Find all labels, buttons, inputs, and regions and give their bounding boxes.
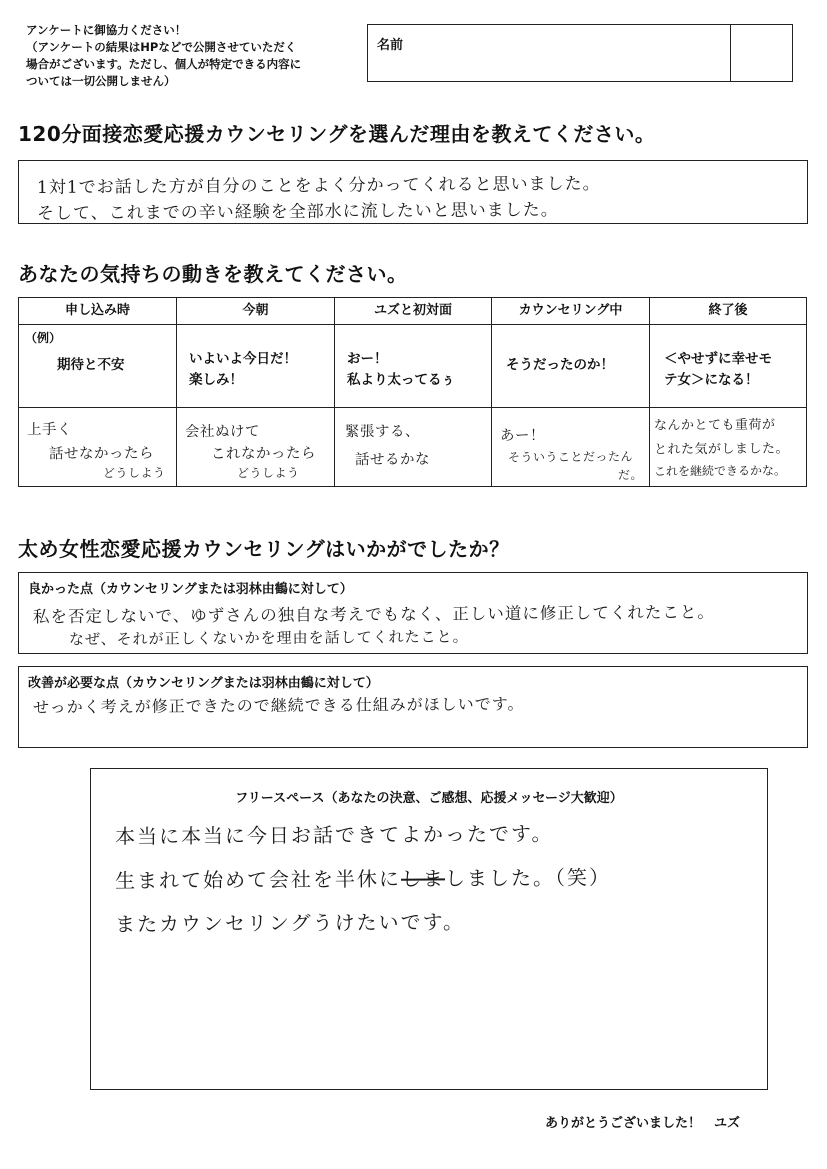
answer-text: 上手く <box>26 421 73 439</box>
improvement-label: 改善が必要な点（カウンセリングまたは羽林由鶴に対して） <box>28 676 379 691</box>
answer-text: あー！ <box>499 427 546 445</box>
answer-text: 話せるかな <box>354 451 431 469</box>
free-space-title: フリースペース（あなたの決意、ご感想、応援メッセージ大歓迎） <box>235 791 623 806</box>
q1-title: 120分面接恋愛応援カウンセリングを選んだ理由を教えてください。 <box>18 122 656 146</box>
answer-cell[interactable] <box>650 408 807 487</box>
free-space-line: 本当に本当に今日お話できてよかったです。 <box>114 821 554 849</box>
example-cell <box>19 325 177 408</box>
answer-text: だ。 <box>617 467 644 483</box>
name-label: 名前 <box>377 38 404 53</box>
name-field[interactable] <box>367 24 793 82</box>
example-text: ＜やせずに幸せモ <box>664 351 772 367</box>
good-points-answer: 私を否定しないで、ゆずさんの独自な考えでもなく、正しい道に修正してくれたこと。 <box>32 602 715 627</box>
good-points-label: 良かった点（カウンセリングまたは羽林由鶴に対して） <box>28 582 353 597</box>
example-cell <box>492 325 650 408</box>
example-row <box>19 325 807 408</box>
answer-text: これなかったら <box>210 445 317 463</box>
table-header-row <box>19 298 807 325</box>
example-text: 私より太ってるぅ <box>347 372 455 388</box>
free-space-text: しました。（笑） <box>444 865 612 891</box>
answer-text: 会社ぬけて <box>184 423 261 441</box>
example-text: いよいよ今日だ！ <box>189 351 297 367</box>
improvement-answer: せっかく考えが修正できたので継続できる仕組みがほしいです。 <box>32 694 525 717</box>
example-text: 楽しみ！ <box>189 372 243 388</box>
column-header: 申し込み時 <box>19 298 177 325</box>
example-text: 期待と不安 <box>57 357 125 373</box>
notice-line: アンケートに御協力ください！ <box>26 23 187 37</box>
free-space-line <box>115 861 611 893</box>
example-cell <box>650 325 807 408</box>
good-points-box[interactable] <box>18 572 808 654</box>
column-header: カウンセリング中 <box>492 298 650 325</box>
answer-text: これを継続できるかな。 <box>653 463 787 479</box>
answer-text: 話せなかったら <box>48 445 155 463</box>
answer-row <box>19 408 807 487</box>
notice-line: 場合がございます。ただし、個人が特定できる内容に <box>26 57 302 71</box>
answer-text: どうしよう <box>102 465 166 481</box>
column-header: 今朝 <box>177 298 335 325</box>
answer-text: 緊張する、 <box>344 423 421 441</box>
free-space-text: 生まれて始めて会社を半休に <box>114 866 402 893</box>
q2-title: あなたの気持ちの動きを教えてください。 <box>18 262 408 286</box>
answer-cell[interactable] <box>177 408 335 487</box>
improvement-box[interactable] <box>18 666 808 748</box>
thanks-message: ありがとうございました！ ユズ <box>545 1116 741 1131</box>
survey-notice <box>26 22 356 90</box>
struck-text: しま <box>400 866 446 891</box>
example-text: テ女＞になる！ <box>664 372 759 388</box>
answer-text: そういうことだったん <box>507 449 634 465</box>
q1-answer-line: そして、これまでの辛い経験を全部水に流したいと思いました。 <box>36 200 559 224</box>
q1-answer-line: 1対1でお話した方が自分のことをよく分かってくれると思いました。 <box>36 174 601 198</box>
answer-cell[interactable] <box>19 408 177 487</box>
notice-line: ついては一切公開しません） <box>26 74 176 88</box>
feelings-table <box>18 297 807 487</box>
answer-cell[interactable] <box>335 408 492 487</box>
column-header: 終了後 <box>650 298 807 325</box>
example-cell <box>335 325 492 408</box>
example-label: （例） <box>25 331 62 345</box>
notice-line: （アンケートの結果はHPなどで公開させていただく <box>26 40 297 54</box>
answer-text: とれた気がしました。 <box>653 441 790 458</box>
good-points-answer: なぜ、それが正しくないかを理由を話してくれたこと。 <box>68 627 469 649</box>
example-text: おー！ <box>347 351 388 367</box>
answer-text: なんかとても重荷が <box>653 417 776 434</box>
example-text: そうだったのか！ <box>506 357 614 373</box>
q3-title: 太め女性恋愛応援カウンセリングはいかがでしたか？ <box>18 537 510 561</box>
example-cell <box>177 325 335 408</box>
column-header: ユズと初対面 <box>335 298 492 325</box>
free-space-box[interactable] <box>90 768 768 1090</box>
free-space-line: またカウンセリングうけたいです。 <box>114 909 466 937</box>
name-box-divider <box>730 25 731 81</box>
answer-cell[interactable] <box>492 408 650 487</box>
q1-answer-box[interactable] <box>18 160 808 224</box>
answer-text: どうしよう <box>236 465 300 481</box>
